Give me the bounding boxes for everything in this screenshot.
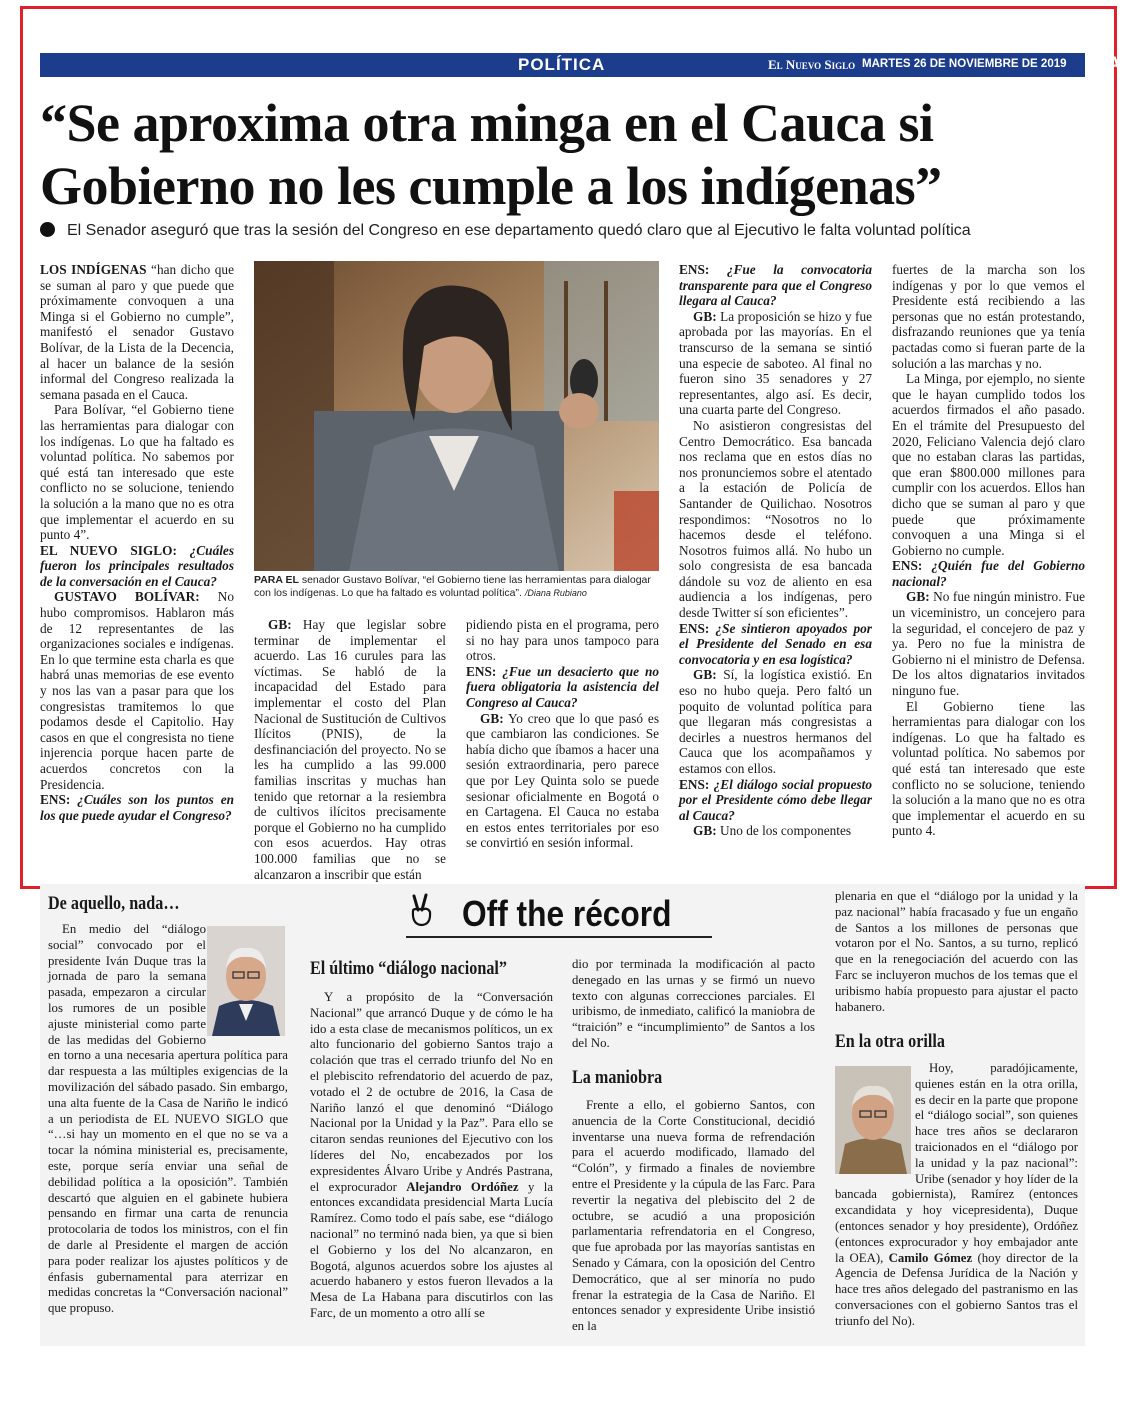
answer: GUSTAVO BOLÍVAR: No hubo compromisos. Hablaron más de 12 representantes de las organizaciones sociales e indígenas. En lo que termine esta charla es que habrá unas memorias de ese evento y nos las van a pasar para que los congresistas tramitemos lo que podamos desde el Capitolio. Hay casos en que el congresista no tiene injerencia porque hacen parte de acuerdos concretos con la Presidencia. [40, 589, 234, 792]
article-column-1 [40, 262, 234, 823]
answer: GB: Yo creo que lo que pasó es que cambiaron las condiciones. Se había dicho que íbamos a hacer una sesión extraordinaria, pero parece que por Ley Quinta solo se puede sesionar oficialmente en Bogotá o en Cartagena. El Cauca no estaba en estos entes territoriales por eso se convirtió en sesión informal. [466, 710, 659, 851]
paragraph: dio por terminada la modificación al pacto denegado en las urnas y se firmó un nuevo texto con algunas correcciones parciales. El uribismo, de inmediato, calificó la maniobra de “traición” e “incumplimiento” de Santos a los del No. [572, 957, 815, 1050]
article-column-4 [679, 262, 872, 839]
answer: GB: Hay que legislar sobre terminar de implementar el acuerdo. Las 16 curules para las víctimas. Se habló de la incapacidad del Estado para implementar el costo del Plan Nacional de Sustitución de Cultivos Ilícitos (PNIS), de la desfinanciación del proyecto. No se les ha cumplido a las 99.000 familias inscritas y muchas han tenido que retornar a la resiembra de cultivos ilícitos precisamente porque el Gobierno no ha cumplido con esos acuerdos. Hay otras 100.000 familias que no se alcanzaron a inscribir que están [254, 617, 446, 882]
section-header-bar [40, 53, 1121, 77]
question: ENS: ¿Fue un desacierto que no fuera obligatoria la asistencia del Congreso al Cauca? [466, 663, 659, 710]
photo-caption: PARA EL senador Gustavo Bolívar, “el Gobierno tiene las herramientas para dialogar con los indígenas. Lo que ha faltado es voluntad política”. /Diana Rubiano [254, 574, 651, 599]
off-the-record-title: Off the récord [462, 893, 672, 934]
section-heading: La maniobra [572, 1067, 663, 1088]
answer: GB: Sí, la logística existió. En eso no hubo queja. Pero faltó un poquito de voluntad política para que llegaran más congresistas a decirles a nuestros hermanos del Cauca que los acompañamos y estamos con ellos. [679, 667, 872, 776]
paragraph: Y a propósito de la “Conversación Nacional” que arrancó Duque y de cómo le ha ido a esta clase de mecanismos políticos, un ex alto funcionario del gobierno Santos trajo a colación que tras el cerrado triunfo del No en el plebiscito refrendatorio del acuerdo de paz, votado el 2 de octubre de 2016, la Casa de Nariño lanzó el que denominó “Diálogo Nacional por la Unidad y la Paz”. Para ello se citaron sendas reuniones del Ejecutivo con los líderes del No, encabezados por los expresidentes Álvaro Uribe y Andrés Pastrana, el exprocurador Alejandro Ordóñez y la entonces excandidata presidencial Marta Lucía Ramírez. Como todo el país sabe, ese “diálogo nacional” no terminó nada bien, ya que si bien el Gobierno y los del No alcanzaron, en Bogotá, algunos acuerdos sobre los ajustes al acuerdo habanero y estos fueron llevados a la Mesa de La Habana para discutirlos con las Farc, de un momento a otro allí se [310, 990, 553, 1320]
senator-photo [254, 261, 659, 571]
paragraph: En medio del “diálogo social” convocado por el presidente Iván Duque tras la jornada de paro la semana pasada, empezaron a circular los rumores de un posible ajuste ministerial como parte de las medidas del Gobierno en torno a una necesaria apertura política para dar respuesta a las múltiples exigencias de la movilización del sábado pasado. Sin embargo, una alta fuente de la Casa de Nariño le indicó a un periodista de EL NUEVO SIGLO que “…si hay un momento en el que no se va a tocar la nómina ministerial es, precisamente, este, porque sería enviar una señal de debilidad política a la oposición”. También descartó que alguien en el gabinete hubiera pensando en firmar una carta de renuncia protocolaria de todos los ministros, con el fin de darle al Presidente el margen de acción para poder realizar los ajustes políticos y de énfasis gubernamental para aterrizar en medidas concretas la “Conversación nacional” que propuso. [48, 922, 288, 1316]
peace-hand-icon [406, 892, 436, 928]
section-1-text [48, 922, 288, 1317]
bold-name: Alejandro Ordóñez [406, 1179, 519, 1194]
question: ENS: ¿El diálogo social propuesto por el Presidente cómo debe llegar al Cauca? [679, 776, 872, 823]
question: ENS: ¿Fue la convocatoria transparente para que el Congreso llegara al Cauca? [679, 262, 872, 309]
paragraph: pidiendo pista en el programa, pero si no hay para unos tampoco para otros. [466, 617, 659, 664]
question: EL NUEVO SIGLO: ¿Cuáles fueron los principales resultados de la conversación en el Cauca? [40, 542, 234, 589]
paragraph: No asistieron congresistas del Centro Democrático. Esa bancada nos reclama que en estos días no nos pronunciemos sobre el atentado a la estación de Policía de Santander de Quilichao. Nosotros respondimos: “Nosotros no lo hacemos desde el teléfono. Nosotros fuimos allá. No hubo un solo congresista de esa bancada dándole su voz de aliento en esa audiencia a los indígenas, pero desde Twitter sí son eficientes”. [679, 417, 872, 621]
paragraph: Hoy, paradójicamente, quienes están en la otra orilla, es decir en la parte que propone el “diálogo social”, son quienes hace tres años se declararon traicionados en el “diálogo por la unidad y la paz nacional”: Uribe (senador y hoy líder de la bancada gobiernista), Ramírez (entonces excandidata y hoy vicepresidenta), Duque (entonces senador y hoy presidente), Ordóñez (entonces exprocurador y hoy embajador ante la OEA), Camilo Gómez (hoy director de la Agencia de Defensa Jurídica de la Nación y hace tres años delegado del pastranismo en las conversaciones con el gobierno Santos tras el triunfo del No). [835, 1061, 1078, 1328]
answer: GB: La proposición se hizo y fue aprobada por las mayorías. En el transcurso de la semana se sintió una especie de saboteo. Al final no fueron sino 35 senadores y 27 representantes, algo así. Es decir, una cuarta parte del Congreso. [679, 308, 872, 418]
paragraph: La Minga, por ejemplo, no siente que le hayan cumplido todos los acuerdos firmados el año pasado. En el trámite del Presupuesto del 2020, Feliciano Valencia dejó claro que no estaban claras las partidas, que eran $800.000 millones para cumplir con los acuerdos. Ellos han dicho que se suman al paro y que puede que próximamente convoquen a una Minga si el Gobierno no cumple. [892, 371, 1085, 558]
question: ENS: ¿Quién fue del Gobierno nacional? [892, 558, 1085, 589]
photo-credit: /Diana Rubiano [524, 588, 587, 598]
title-underline [406, 936, 712, 938]
section-3-text [572, 1098, 815, 1335]
bold-name: Camilo Gómez [888, 1250, 973, 1265]
paragraph: El Gobierno tiene las herramientas para dialogar con los indígenas. Lo que ha faltado es voluntad política. No sabemos por qué está tan interesado que este conflicto no se solucione, teniendo la solución a la mano que no es otra que implementar el acuerdo en su punto 4. [892, 698, 1085, 839]
section-heading: En la otra orilla [835, 1031, 945, 1052]
bullet-icon [40, 222, 55, 237]
paragraph: LOS INDÍGENAS “han dicho que se suman al paro y que puede que próximamente convoquen a una Minga si el Gobierno no cumple”, manifestó el senador Gustavo Bolívar, de la Lista de la Decencia, al hacer un balance de la sesión informal del Congreso realizada la semana pasada en el Cauca. [40, 262, 234, 402]
answer: GB: Uno de los componentes [693, 823, 852, 839]
paragraph: Para Bolívar, “el Gobierno tiene las herramientas para dialogar con los indígenas. Lo que ha faltado es voluntad política. No sabemos por qué está tan interesado que este conflicto no se solucione, teniendo la solución a la mano que no es otra que implementar el acuerdo en su punto 4”. [40, 402, 234, 543]
section-2-continued [572, 957, 815, 1052]
publication-date: MARTES 26 DE NOVIEMBRE DE 2019 [862, 58, 1067, 70]
question: ENS: ¿Cuáles son los puntos en los que puede ayudar el Congreso? [40, 792, 234, 823]
article-headline: “Se aproxima otra minga en el Cauca si Gobierno no les cumple a los indígenas” [40, 93, 942, 216]
article-column-3 [466, 617, 659, 851]
lead-in: LOS INDÍGENAS [40, 262, 147, 277]
article-column-5 [892, 262, 1085, 839]
caption-lead: PARA EL [254, 574, 299, 586]
section-heading: El último “diálogo nacional” [310, 958, 507, 979]
section-2-text [310, 990, 553, 1322]
section-3-continued [835, 889, 1078, 1015]
paragraph: Frente a ello, el gobierno Santos, con anuencia de la Corte Constitucional, decidió inventarse una nueva forma de refrendación para el acuerdo modificado, llamado del “Colón”, y firmado a finales de noviembre entre el Presidente y la cúpula de las Farc. Para revertir la negativa del plebiscito del 2 de octubre, se acudió a una proposición parlamentaria refrendatoria en el Congreso, que fue aprobada por las mayorías santistas en Senado y Cámara, con la oposición del Centro Democrático, que al ser minoría no pudo frenar la estrategia de la Casa de Nariño. El entonces senador y expresidente Uribe insistió en la [572, 1098, 815, 1334]
section-heading: De aquello, nada… [48, 893, 180, 914]
section-4-text [835, 1061, 1078, 1330]
section-name: POLÍTICA [518, 55, 606, 74]
question: ENS: ¿Se sintieron apoyados por el Presidente del Senado en esa convocatoria y en esa logística? [679, 620, 872, 667]
subhead-text: El Senador aseguró que tras la sesión del Congreso en ese departamento quedó claro que al Ejecutivo le falta voluntad política [67, 222, 971, 239]
photo-illustration [254, 261, 659, 571]
page-number: 13A [1086, 54, 1121, 75]
newspaper-name: El Nuevo Siglo [768, 57, 856, 72]
answer: GB: No fue ningún ministro. Fue un viceministro, un concejero para la seguridad, el concejero de paz y ya. Pero no fue la ministra de Gobierno ni el ministro de Defensa. De los altos dignatarios invitados ninguno fue. [892, 589, 1085, 699]
paragraph: plenaria en que el “diálogo por la unidad y la paz nacional” había fracasado y fue un engaño de Santos a los millones de personas que votaron por el No. Santos, a su turno, replicó que en la renegociación del acuerdo con las Farc se incluyeron muchos de los temas que el uribismo había propuesto para ajustar el pacto habanero. [835, 889, 1078, 1014]
article-subhead [40, 222, 1090, 240]
article-column-2 [254, 617, 446, 882]
paragraph: fuertes de la marcha son los indígenas y por lo que vemos el Presidente está recibiendo a las personas que no están protestando, disfrazando reuniones que ya tenía pactadas como si fueran parte de la solución a las marchas y no. [892, 262, 1085, 371]
